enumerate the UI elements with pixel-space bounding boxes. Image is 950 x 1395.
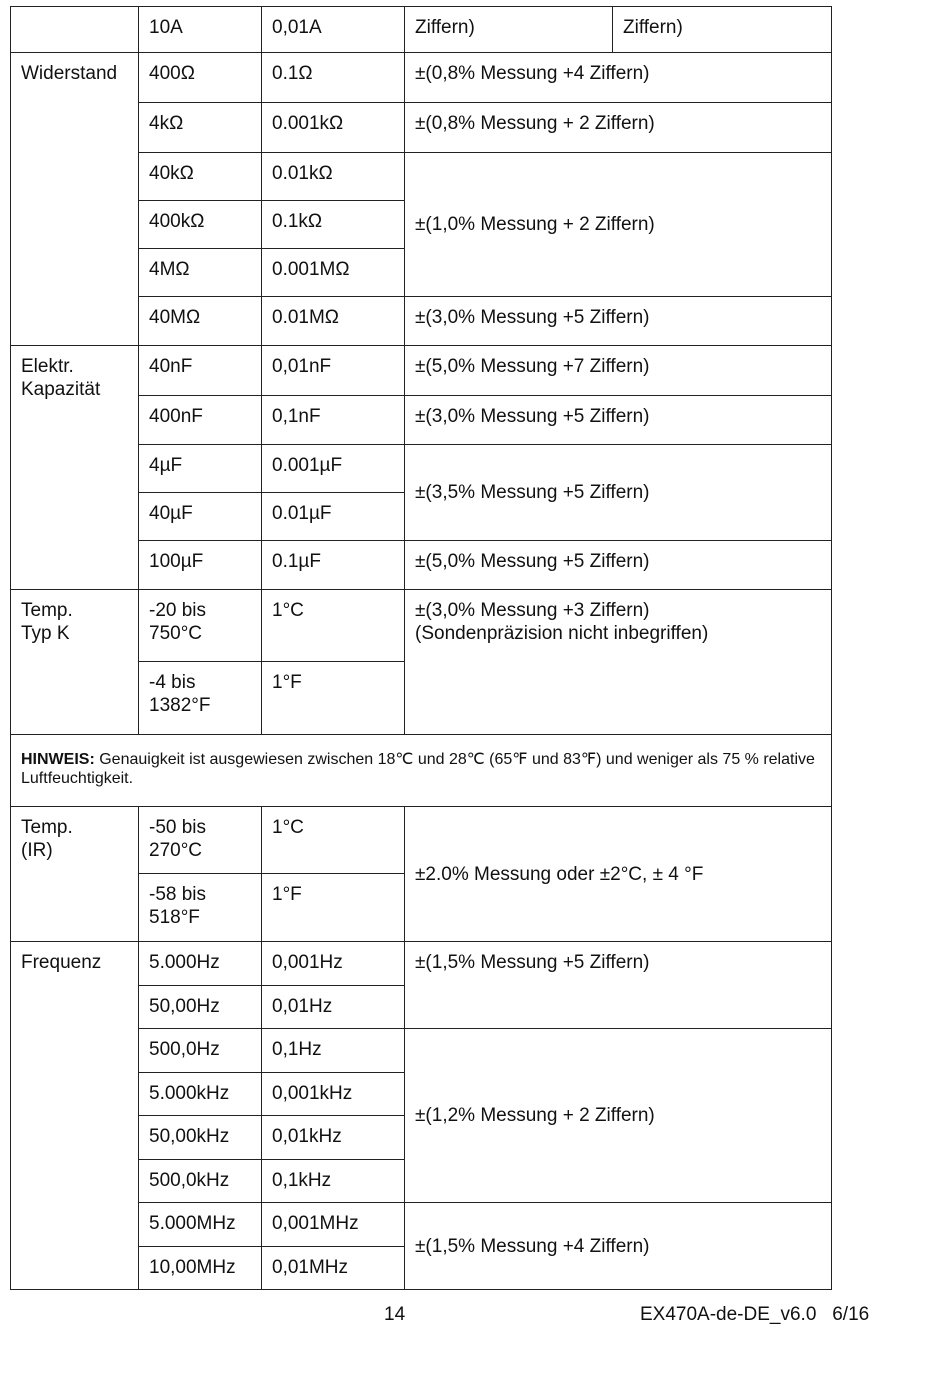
- range-line: 270°C: [149, 840, 203, 861]
- specification-table: [10, 6, 832, 1290]
- resolution-cell: 0,1kHz: [262, 1160, 405, 1203]
- accuracy-cell: ±(3,0% Messung +5 Ziffern): [405, 396, 832, 445]
- accuracy-cell: ±(1,2% Messung + 2 Ziffern): [405, 1029, 832, 1203]
- accuracy-line: ±(3,0% Messung +3 Ziffern): [415, 600, 650, 621]
- range-cell: 5.000Hz: [139, 942, 262, 986]
- document-id: EX470A-de-DE_v6.0 6/16: [640, 1304, 870, 1325]
- accuracy-cell: ±(0,8% Messung + 2 Ziffern): [405, 103, 832, 153]
- function-label-temp-ir: [11, 807, 139, 942]
- table-row: [11, 346, 832, 396]
- range-cell: 4µF: [139, 445, 262, 493]
- resolution-cell: 0,01nF: [262, 346, 405, 396]
- resolution-cell: 0,01kHz: [262, 1116, 405, 1160]
- accuracy-cell: ±2.0% Messung oder ±2°C, ± 4 °F: [405, 807, 832, 942]
- label-line: Temp.: [21, 600, 73, 621]
- resolution-cell: 1°F: [262, 874, 405, 942]
- resolution-cell: 0,1nF: [262, 396, 405, 445]
- table-row: [11, 7, 832, 53]
- accuracy-cell: ±(1,0% Messung + 2 Ziffern): [405, 153, 832, 297]
- accuracy-cell: Ziffern): [405, 7, 613, 53]
- range-cell: [139, 874, 262, 942]
- hinweis-label: HINWEIS:: [21, 751, 95, 768]
- range-cell: [139, 807, 262, 874]
- resolution-cell: 0.01kΩ: [262, 153, 405, 201]
- range-cell: 40µF: [139, 493, 262, 541]
- range-cell: 50,00kHz: [139, 1116, 262, 1160]
- range-cell: 40kΩ: [139, 153, 262, 201]
- range-cell: 10,00MHz: [139, 1247, 262, 1290]
- range-line: -20 bis: [149, 600, 207, 621]
- hinweis-text: Genauigkeit ist ausgewiesen zwischen 18℃ und 28℃ (65℉ und 83℉) und weniger als 75 % relative Luftfeuchtigkeit.: [21, 751, 815, 787]
- range-cell: 500,0kHz: [139, 1160, 262, 1203]
- range-cell: 5.000kHz: [139, 1073, 262, 1116]
- accuracy-cell: ±(5,0% Messung +5 Ziffern): [405, 541, 832, 590]
- range-line: 518°F: [149, 907, 200, 928]
- range-cell: 5.000MHz: [139, 1203, 262, 1247]
- resolution-cell: 0,001kHz: [262, 1073, 405, 1116]
- accuracy-cell: ±(1,5% Messung +4 Ziffern): [405, 1203, 832, 1290]
- range-cell: 400nF: [139, 396, 262, 445]
- resolution-cell: 0.1kΩ: [262, 201, 405, 249]
- range-cell: 10A: [139, 7, 262, 53]
- accuracy-cell: ±(5,0% Messung +7 Ziffern): [405, 346, 832, 396]
- resolution-cell: 0,001MHz: [262, 1203, 405, 1247]
- page-number: 14: [384, 1304, 406, 1325]
- label-line: Temp.: [21, 817, 73, 838]
- label-line: Typ K: [21, 623, 70, 644]
- resolution-cell: 0,01Hz: [262, 986, 405, 1029]
- range-cell: 400kΩ: [139, 201, 262, 249]
- range-cell: 100µF: [139, 541, 262, 590]
- hinweis-note: [11, 735, 832, 807]
- resolution-cell: 1°C: [262, 590, 405, 662]
- label-line: Elektr.: [21, 356, 74, 377]
- table-row: [11, 53, 832, 103]
- range-cell: 4kΩ: [139, 103, 262, 153]
- range-cell: 40MΩ: [139, 297, 262, 346]
- resolution-cell: 1°F: [262, 662, 405, 735]
- resolution-cell: 0.001µF: [262, 445, 405, 493]
- table-row: [11, 942, 832, 986]
- accuracy-cell: Ziffern): [613, 7, 832, 53]
- label-line: Kapazität: [21, 379, 101, 400]
- range-line: -58 bis: [149, 884, 207, 905]
- accuracy-cell: ±(1,5% Messung +5 Ziffern): [405, 942, 832, 1029]
- function-label-widerstand: Widerstand: [11, 53, 139, 346]
- accuracy-line: (Sondenpräzision nicht inbegriffen): [415, 623, 709, 644]
- resolution-cell: 0.001kΩ: [262, 103, 405, 153]
- range-cell: [139, 590, 262, 662]
- function-cell: [11, 7, 139, 53]
- function-label-frequenz: Frequenz: [11, 942, 139, 1290]
- range-cell: 400Ω: [139, 53, 262, 103]
- range-cell: 40nF: [139, 346, 262, 396]
- accuracy-cell: ±(3,5% Messung +5 Ziffern): [405, 445, 832, 541]
- resolution-cell: 0,01A: [262, 7, 405, 53]
- range-cell: 4MΩ: [139, 249, 262, 297]
- table-row: [11, 735, 832, 807]
- resolution-cell: 0,01MHz: [262, 1247, 405, 1290]
- function-label-kapazitaet: [11, 346, 139, 590]
- range-line: -4 bis: [149, 672, 196, 693]
- table-row: [11, 807, 832, 874]
- function-label-temp-k: [11, 590, 139, 735]
- range-cell: 500,0Hz: [139, 1029, 262, 1073]
- resolution-cell: 0,001Hz: [262, 942, 405, 986]
- label-line: (IR): [21, 840, 53, 861]
- range-line: -50 bis: [149, 817, 207, 838]
- resolution-cell: 0,1Hz: [262, 1029, 405, 1073]
- resolution-cell: 0.1Ω: [262, 53, 405, 103]
- range-cell: [139, 662, 262, 735]
- range-line: 1382°F: [149, 695, 211, 716]
- resolution-cell: 0.1µF: [262, 541, 405, 590]
- resolution-cell: 0.01µF: [262, 493, 405, 541]
- accuracy-cell: ±(3,0% Messung +5 Ziffern): [405, 297, 832, 346]
- range-line: 750°C: [149, 623, 203, 644]
- accuracy-cell: ±(0,8% Messung +4 Ziffern): [405, 53, 832, 103]
- resolution-cell: 1°C: [262, 807, 405, 874]
- resolution-cell: 0.01MΩ: [262, 297, 405, 346]
- range-cell: 50,00Hz: [139, 986, 262, 1029]
- table-row: [11, 590, 832, 662]
- accuracy-cell: [405, 590, 832, 735]
- resolution-cell: 0.001MΩ: [262, 249, 405, 297]
